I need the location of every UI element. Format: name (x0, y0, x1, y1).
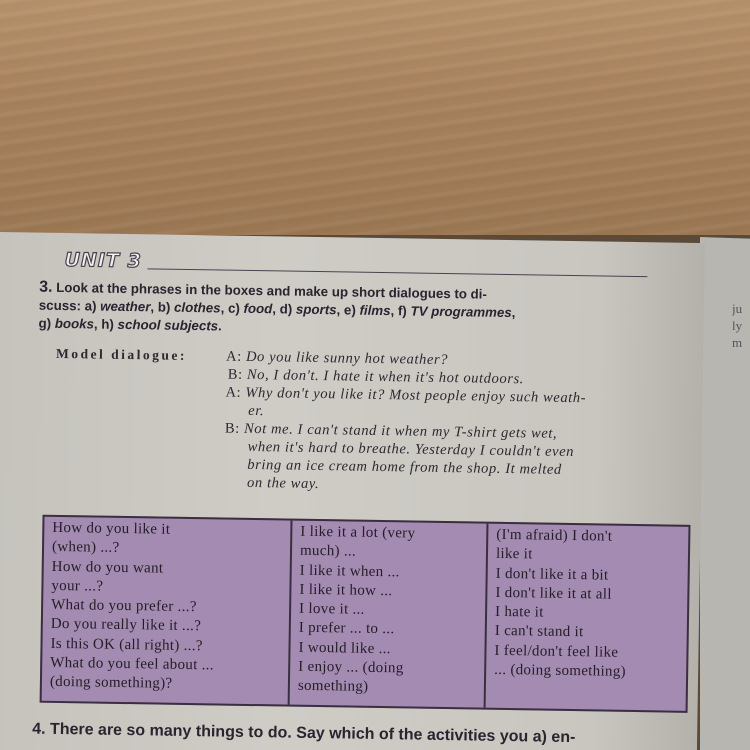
phrase-table (40, 515, 691, 713)
topic-item: films (359, 302, 391, 319)
task-3-text: Look at the phrases in the boxes and make up short dialogues to di- (56, 279, 487, 302)
phrase-negative: I don't like it a bit (495, 565, 609, 584)
phrase-negative: ... (doing something) (494, 661, 627, 680)
task-3-text: scuss: a) (38, 297, 101, 314)
dialogue-text: when it's hard to breathe. Yesterday I couldn't even (247, 438, 575, 461)
task-3-instructions (38, 279, 679, 343)
phrase-positive: I enjoy ... (doing (298, 658, 404, 677)
task-4-text: There are so many things to do. Say which of the activities you a) en- (49, 720, 576, 747)
phrase-negative: like it (495, 546, 533, 563)
task-number: 3. (39, 278, 53, 296)
phrase-question: (when) ...? (51, 539, 120, 557)
separator: , h) (93, 316, 118, 332)
phrase-question: your ...? (51, 577, 104, 595)
phrase-positive: I would like ... (298, 639, 391, 657)
phrase-positive: I like it how ... (299, 581, 393, 600)
phrase-positive: something) (297, 678, 369, 696)
dialogue-line (248, 402, 264, 420)
page-content (0, 232, 705, 750)
phrase-question: What do you prefer ...? (51, 597, 197, 616)
phrase-question: What do you feel about ... (50, 654, 214, 674)
unit-header-rule (148, 268, 648, 277)
dialogue-text: er. (248, 402, 265, 420)
phrase-question: Do you really like it ...? (50, 616, 202, 635)
dialogue-text: Do you like sunny hot weather? (245, 348, 449, 369)
phrase-question: (doing something)? (49, 674, 173, 693)
separator: , d) (272, 301, 297, 317)
phrase-positive: I like it when ... (299, 562, 400, 580)
model-dialogue-label: Model dialogue: (55, 345, 188, 363)
phrase-question: How do you like it (52, 519, 171, 538)
phrase-question: Is this OK (all right) ...? (50, 635, 203, 655)
phrase-positive: much) ... (299, 543, 357, 560)
topic-item: sports (295, 301, 337, 318)
separator: , c) (220, 300, 244, 316)
phrase-positive: I love it ... (298, 600, 365, 618)
questions-column (42, 517, 293, 705)
dialogue-text: Not me. I can't stand it when my T-shirt gets wet, (243, 420, 558, 442)
task-3-line-2: scuss: a) weather, b) clothes, c) food, d) sports, e) films, f) TV programmes, (38, 297, 516, 321)
phrase-negative: I hate it (494, 604, 544, 621)
topic-item: clothes (173, 299, 221, 316)
separator: , f) (390, 303, 411, 319)
topic-item: weather (100, 298, 151, 315)
phrase-positive: I like it a lot (very (300, 523, 416, 542)
topic-item: food (243, 300, 273, 317)
negative-answers-column (486, 524, 689, 711)
task-3-text: g) (38, 315, 55, 331)
wood-grain-texture (0, 0, 750, 235)
separator: , b) (150, 299, 175, 315)
dialogue-line (247, 474, 320, 493)
topic-item: TV programmes (410, 303, 512, 321)
task-number: 4. (32, 720, 46, 738)
topic-item: school subjects (117, 316, 219, 334)
phrase-negative: I feel/don't feel like (494, 642, 619, 661)
dialogue-line (225, 384, 586, 408)
facing-page-fragment: m (732, 335, 743, 350)
facing-page-fragment: ju (732, 301, 743, 316)
unit-header (64, 249, 647, 280)
topic-item: books (54, 315, 95, 332)
positive-answers-column (290, 521, 489, 708)
phrase-negative: (I'm afraid) I don't (496, 526, 613, 545)
separator: . (217, 318, 222, 334)
speaker-label: B: (224, 420, 240, 437)
facing-page-text (732, 300, 750, 351)
phrase-positive: I prefer ... to ... (298, 620, 395, 638)
phrase-negative: I can't stand it (494, 623, 584, 641)
task-4-instructions (32, 721, 672, 749)
unit-title: UNIT 3 (64, 249, 142, 273)
speaker-label: A: (225, 384, 242, 401)
model-dialogue (55, 345, 696, 493)
dialogue-text: No, I don't. I hate it when it's hot outdoors. (246, 366, 525, 388)
dialogue-text: bring an ice cream home from the shop. It melted (247, 456, 562, 478)
separator: , e) (336, 302, 360, 318)
speaker-label: A: (225, 348, 242, 365)
dialogue-text: Why don't you like it? Most people enjoy such weath- (245, 384, 587, 407)
phrase-negative: I don't like it at all (495, 584, 612, 603)
phrase-question: How do you want (51, 558, 164, 577)
dialogue-text: on the way. (246, 474, 320, 493)
facing-page-fragment: ly (732, 318, 743, 333)
speaker-label: B: (227, 366, 243, 383)
